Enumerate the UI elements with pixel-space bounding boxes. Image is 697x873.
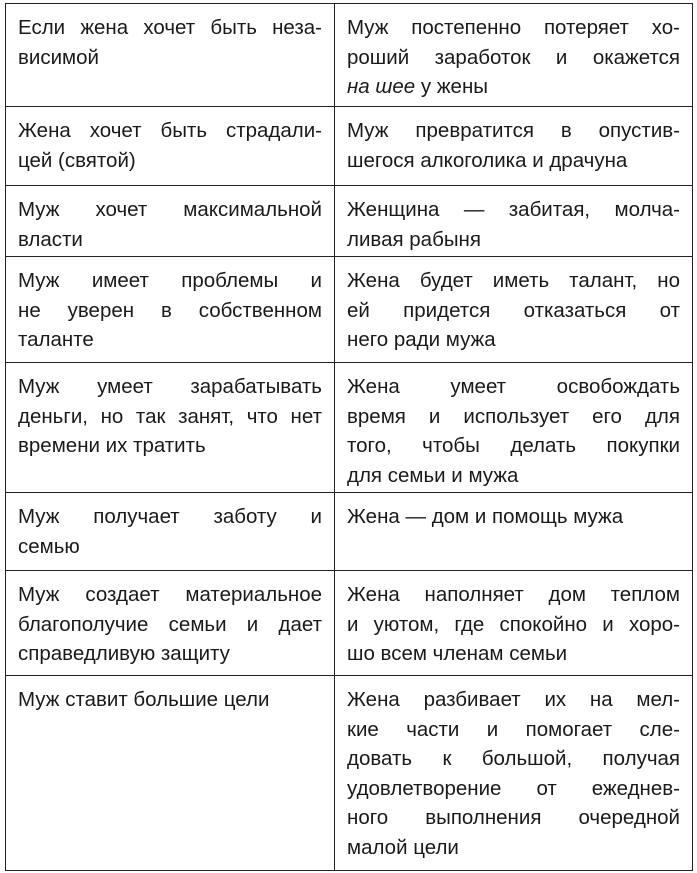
cell-text-line: цей (святой) — [18, 148, 136, 172]
condition-cell — [6, 4, 335, 107]
table-row — [6, 107, 693, 186]
cell-text-line — [347, 72, 680, 102]
cell-text-line: Муж создает материальное — [18, 583, 322, 606]
cell-text-line: Муж превратится в опустив- — [347, 119, 680, 142]
cell-text-line: времени их тратить — [18, 434, 206, 457]
cell-text-line: для семьи и мужа — [347, 463, 519, 487]
cell-text-line: Жена разбивает их на мел- — [347, 688, 680, 711]
outcome-cell — [335, 571, 693, 676]
cell-text-line: не уверен в собственном — [18, 298, 322, 322]
table-row — [6, 4, 693, 107]
cell-text-line: и уютом, где спокойно и хоро- — [347, 612, 680, 636]
cell-text-line: Если жена хочет быть неза- — [18, 16, 322, 39]
cell-text-line: Муж хочет максимальной — [18, 198, 322, 221]
outcome-cell — [335, 107, 693, 186]
table-row — [6, 363, 693, 493]
cell-text-line: семью — [18, 534, 80, 558]
condition-cell — [6, 257, 335, 363]
cell-text-line: довать к большой, получая — [347, 747, 680, 770]
cell-text-line: Жена умеет освобождать — [347, 375, 680, 398]
cell-text-line: него ради мужа — [347, 328, 496, 351]
cell-text-line: того, чтобы делать покупки — [347, 434, 680, 457]
outcome-cell — [335, 4, 693, 107]
table-row — [6, 676, 693, 871]
table-body — [6, 4, 693, 871]
cell-text-line: Муж имеет проблемы и — [18, 269, 322, 292]
condition-cell — [6, 107, 335, 186]
condition-cell — [6, 186, 335, 257]
cell-text-line: Муж получает заботу и — [18, 505, 322, 528]
comparison-table — [5, 3, 693, 871]
cell-text-line: шо всем членам семьи — [347, 642, 568, 665]
cell-text-line: время и использует его для — [347, 404, 680, 428]
text: у жены — [415, 75, 489, 98]
cell-text-line: Муж ставит большие цели — [18, 688, 270, 711]
table-row — [6, 257, 693, 363]
cell-text-line: Муж постепенно потеряет хо- — [347, 16, 680, 39]
cell-text-line: благополучие семьи и дает — [18, 612, 322, 636]
cell-text-line: малой цели — [347, 835, 459, 859]
italic-text: на шее — [347, 75, 416, 98]
cell-text-line: ного выполнения очередной — [347, 806, 680, 829]
cell-text-line: Жена хочет быть страдали- — [18, 119, 322, 142]
outcome-cell — [335, 257, 693, 363]
cell-text-line: ей придется отказаться от — [347, 298, 680, 322]
table-row — [6, 493, 693, 571]
cell-text-line: кие части и помогает сле- — [347, 717, 680, 741]
cell-text-line: Женщина — забитая, молча- — [347, 198, 680, 221]
cell-text-line: Муж умеет зарабатывать — [18, 375, 322, 398]
outcome-cell — [335, 363, 693, 493]
cell-text-line: справедливую защиту — [18, 642, 230, 665]
cell-text-line: деньги, но так занят, что нет — [18, 404, 322, 428]
cell-text-line: удовлетворение от ежеднев- — [347, 776, 680, 800]
cell-text-line: роший заработок и окажется — [347, 45, 680, 69]
outcome-cell — [335, 186, 693, 257]
condition-cell — [6, 571, 335, 676]
cell-text-line: Жена наполняет дом теплом — [347, 583, 680, 606]
condition-cell — [6, 676, 335, 871]
table-row — [6, 571, 693, 676]
cell-text-line: таланте — [18, 328, 94, 351]
outcome-cell — [335, 493, 693, 571]
condition-cell — [6, 363, 335, 493]
table-row — [6, 186, 693, 257]
cell-text-line: власти — [18, 227, 83, 251]
cell-text-line: висимой — [18, 45, 99, 69]
cell-text-line: ливая рабыня — [347, 227, 481, 251]
condition-cell — [6, 493, 335, 571]
cell-text-line: Жена — дом и помощь мужа — [347, 505, 624, 528]
outcome-cell — [335, 676, 693, 871]
cell-text-line: шегося алкоголика и драчуна — [347, 148, 628, 172]
cell-text-line: Жена будет иметь талант, но — [347, 269, 680, 292]
